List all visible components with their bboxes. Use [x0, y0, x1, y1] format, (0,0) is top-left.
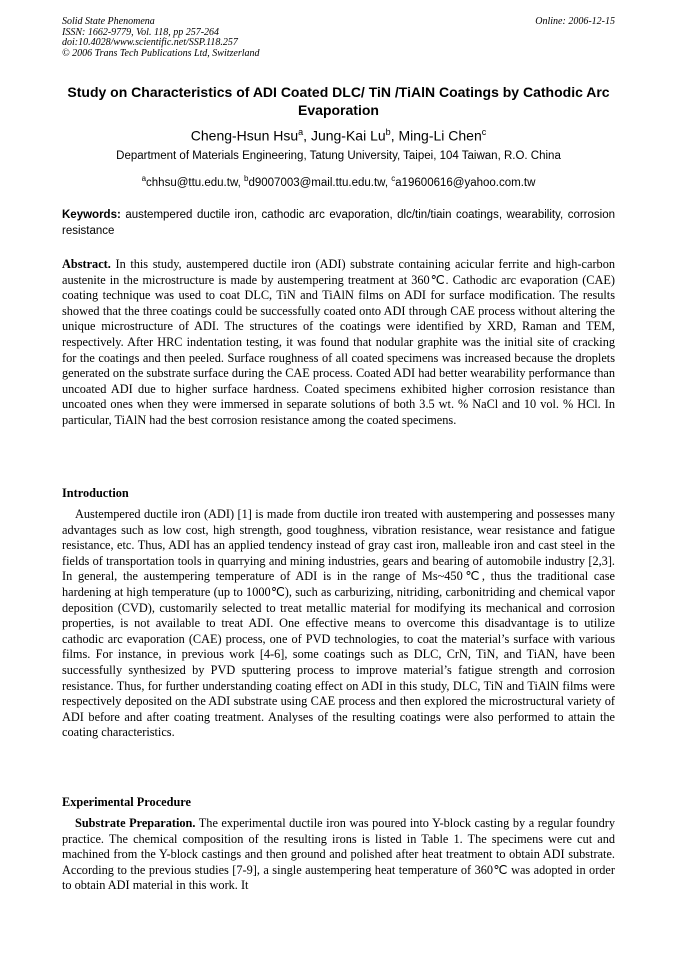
author-separator: ,: [390, 127, 399, 144]
paper-title: Study on Characteristics of ADI Coated DLC/ TiN /TiAlN Coatings by Cathodic Arc Evaporation: [67, 84, 610, 118]
journal-doi: doi:10.4028/www.scientific.net/SSP.118.257: [62, 37, 238, 48]
author-separator: ,: [303, 127, 311, 144]
author-name: Cheng-Hsun Hsu: [190, 127, 299, 144]
email-link: a19600616@yahoo.com.tw: [395, 176, 536, 189]
abstract-label: Abstract.: [62, 257, 111, 271]
journal-name: Solid State Phenomena: [62, 16, 155, 27]
experimental-text: [62, 816, 615, 894]
experimental-heading: Experimental Procedure: [62, 795, 191, 809]
journal-info: [62, 17, 615, 59]
substrate-preparation-text: The experimental ductile iron was poured into Y-block casting by a regular foundry practice. The chemical composition of the resulting irons is listed in Table 1. The specimens were cut and machined from the Y-block castings and then ground and polished after heat treatment to obtain ADI substrate. According to the previous studies [7-9], a single austempering heat temperature of 360℃ was adopted in order to obtain ADI material in this work. It: [62, 816, 615, 893]
abstract-text: In this study, austempered ductile iron (ADI) substrate containing acicular ferrite and high-carbon austenite in the microstructure is made by austempering treatment at 360℃. Cathodic arc evaporation (CAE) coating technique was used to coat DLC, TiN and TiAlN films on ADI for surface modification. The results showed that the three coatings could be successfully coated onto ADI through CAE process without altering the unique microstructure of ADI. The structures of the coatings were identified by XRD, Raman and TEM, respectively. After HRC indentation testing, it was found that nodular graphite was the initial site of cracking for the coatings and then peeled. Surface roughness of all coated specimens was increased because the droplets generated on the substrate surface during the CAE process. Coated ADI had better wearability performance than uncoated ADI due to higher surface hardness. Coated specimens exhibited higher corrosion resistance than uncoated ones when they were immersed in separate solutions of both 3.5 wt. % NaCl and 10 vol. % HCl. In particular, TiAlN had the best corrosion resistance among the coated specimens.: [62, 257, 615, 427]
author-affil-mark: c: [481, 127, 487, 137]
author-affil-mark: a: [298, 127, 304, 137]
introduction-text: Austempered ductile iron (ADI) [1] is made from ductile iron treated with austempering and possesses many advantages such as low cost, high strength, good toughness, vibration resistance, wear resistance and fatigue resistance, etc. Thus, ADI has an applied tendency instead of gray cast iron, malleable iron and cast steel in the fields of transportation tools in quarrying and mining industries, gears and bearing of automobile industry [2,3]. In general, the austempering temperature of ADI is in the range of Ms~450℃, thus the traditional case hardening at high temperature (up to 1000℃), such as carburizing, nitriding, carbonitriding and chemical vapor deposition (CVD), customarily selected to treat metallic material for modifying its mechanical and corrosion properties, is not available to treat ADI. One effective means to overcome this disadvantage is to utilize cathodic arc evaporation (CAE) process, one of PVD technologies, to coat the material’s surface with various films. For instance, in previous work [4-6], some coatings such as DLC, CrN, TiN, and TiAN, have been successfully synthesized by PVD sputtering process to improve material’s fatigue strength and corrosion resistance. Thus, for further understanding coating effect on ADI in this study, DLC, TiN and TiAlN films were respectively deposited on the ADI substrate using CAE process and then explored the microstructural variety of ADI before and after coating treatment. Analyses of the resulting coatings were also performed to attain the coating characteristics.: [62, 507, 615, 740]
journal-copyright: © 2006 Trans Tech Publications Ltd, Switzerland: [62, 47, 260, 59]
online-date: Online: 2006-12-15: [535, 16, 615, 27]
journal-header: [62, 17, 615, 59]
author-name: Ming-Li Chen: [398, 127, 482, 144]
keywords: [62, 208, 615, 239]
email-mark: b: [244, 174, 249, 183]
keywords-text: austempered ductile iron, cathodic arc evaporation, dlc/tin/tiain coatings, wearability, corrosion resistance: [62, 209, 615, 237]
email-link: chhsu@ttu.edu.tw: [146, 176, 238, 189]
substrate-preparation-label: Substrate Preparation.: [75, 816, 196, 830]
email-mark: c: [391, 174, 396, 183]
keywords-label: Keywords:: [62, 209, 121, 221]
author-list: [62, 123, 615, 145]
introduction-heading: Introduction: [62, 486, 129, 500]
email-link: d9007003@mail.ttu.edu.tw: [248, 176, 385, 189]
email-separator: ,: [237, 176, 245, 189]
email-separator: ,: [384, 176, 392, 189]
affiliation: Department of Materials Engineering, Tatung University, Taipei, 104 Taiwan, R.O. China: [116, 150, 561, 162]
author-affil-mark: b: [385, 127, 391, 137]
journal-issn: ISSN: 1662-9779, Vol. 118, pp 257-264: [62, 26, 220, 38]
email-mark: a: [141, 174, 147, 183]
author-name: Jung-Kai Lu: [310, 127, 386, 144]
abstract: [62, 257, 615, 429]
email-list: [62, 171, 615, 191]
